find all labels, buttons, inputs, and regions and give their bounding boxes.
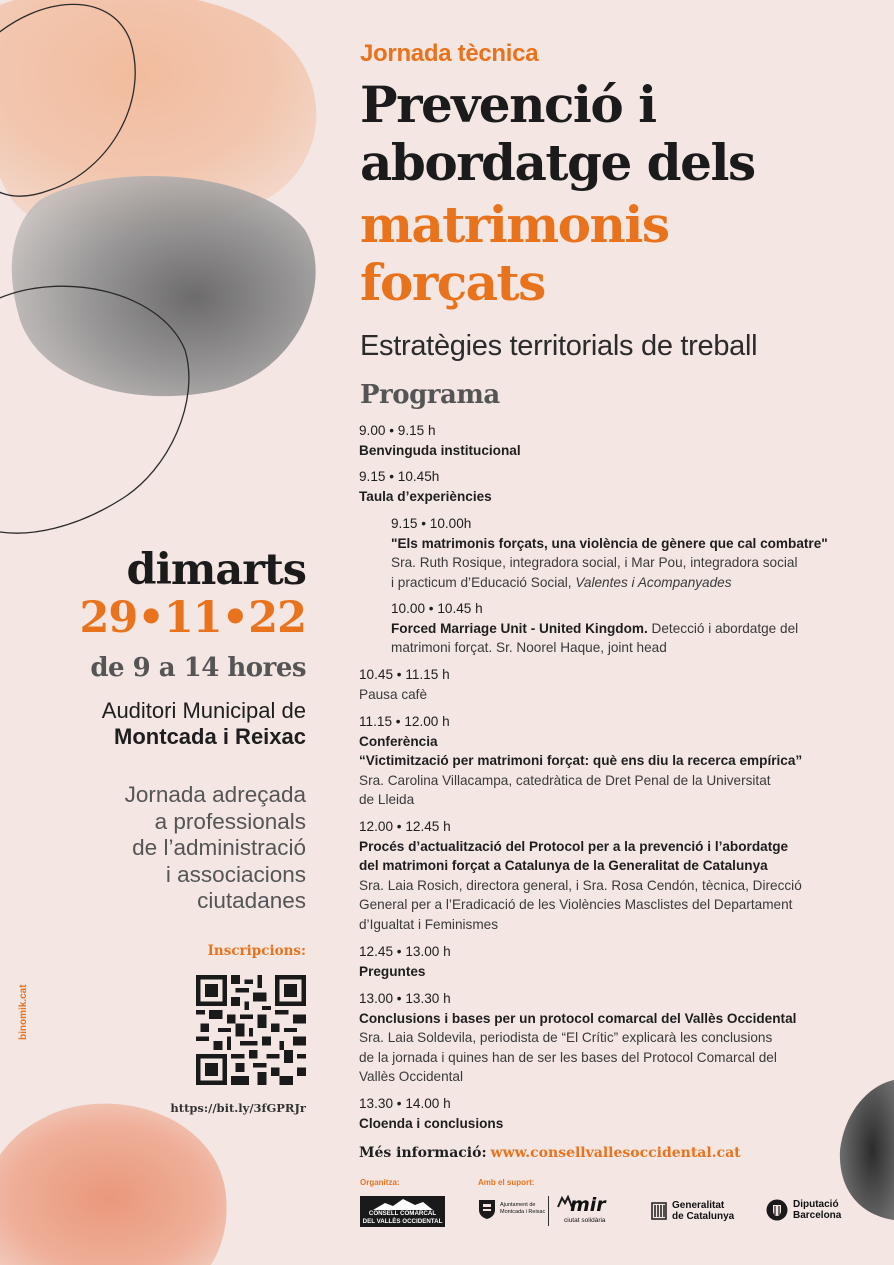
- program-time: 12.45 • 13.00 h: [359, 944, 451, 959]
- program-desc: d’Igualtat i Feminismes: [359, 916, 499, 932]
- more-info: [359, 1144, 741, 1161]
- venue-line-1: Auditori Municipal de: [101, 698, 306, 723]
- venue-line-2: Montcada i Reixac: [114, 724, 306, 749]
- more-info-link[interactable]: www.consellvallesoccidental.cat: [490, 1145, 741, 1161]
- program-desc: Vallès Occidental: [359, 1069, 464, 1084]
- event-day: dimarts: [126, 545, 306, 595]
- audience: Jornada adreçada a professionals de l’administració i associacions ciutadanes: [124, 782, 306, 913]
- program-item: [391, 599, 851, 658]
- title-line-1: Prevenció i: [360, 75, 656, 134]
- senyera-icon: [651, 1202, 667, 1220]
- program-desc: matrimoni forçat. Sr. Noorel Haque, joint head: [391, 640, 667, 655]
- program-title: Conferència: [359, 733, 438, 749]
- event-hours: de 9 a 14 hores: [90, 653, 306, 683]
- program-time: 11.15 • 12.00 h: [359, 714, 450, 729]
- program-time: 9.00 • 9.15 h: [359, 423, 436, 438]
- credit: binomik.cat: [18, 984, 29, 1040]
- program-desc: Sra. Laia Rosich, directora general, i Sra. Rosa Cendón, tècnica, Direcció: [359, 877, 802, 893]
- more-info-label: Més informació:: [359, 1145, 487, 1161]
- title-line-2: abordatge dels: [360, 133, 755, 192]
- eyebrow: Jornada tècnica: [360, 40, 539, 67]
- program-title: “Victimització per matrimoni forçat: què ens diu la recerca empírica”: [359, 753, 803, 768]
- program-item: [359, 942, 849, 981]
- program-title: Conclusions i bases per un protocol comarcal del Vallès Occidental: [359, 1010, 797, 1026]
- shield-icon: [478, 1198, 496, 1220]
- program-desc: de Lleida: [359, 792, 415, 807]
- program-item: [359, 712, 849, 810]
- suport-label: Amb el suport:: [478, 1178, 535, 1187]
- program-title: del matrimoni forçat a Catalunya de la Generalitat de Catalunya: [359, 858, 768, 873]
- title-line-4: forçats: [360, 253, 545, 312]
- diputacio-emblem-icon: [766, 1199, 788, 1221]
- generalitat-logo: Generalitat de Catalunya: [651, 1200, 734, 1222]
- program-desc: General per a l’Eradicació de les Violències Masclistes del Departament: [359, 897, 793, 912]
- diputacio-logo: Diputació Barcelona: [766, 1199, 841, 1221]
- registration-label: Inscripcions:: [207, 943, 306, 959]
- program-item: [359, 421, 849, 460]
- program-time: 10.45 • 11.15 h: [359, 667, 450, 682]
- program-time: 13.00 • 13.30 h: [359, 991, 451, 1006]
- program-time: 10.00 • 10.45 h: [391, 601, 483, 616]
- program-title: Procés d’actualització del Protocol per a la prevenció i l’abordatge: [359, 838, 789, 854]
- program-desc: Sra. Laia Soldevila, periodista de “El Crític” explicarà les conclusions: [359, 1030, 773, 1045]
- program-item: [359, 1094, 849, 1133]
- program-title: Preguntes: [359, 963, 426, 979]
- divider: [548, 1196, 549, 1226]
- program-desc: Sra. Carolina Villacampa, catedràtica de Dret Penal de la Universitat: [359, 772, 771, 788]
- program-item: [359, 467, 849, 506]
- subtitle: Estratègies territorials de treball: [360, 330, 758, 362]
- programa-heading: Programa: [360, 380, 500, 410]
- program-item: [359, 817, 849, 934]
- ajuntament-logo: Ajuntament de Montcada i Reixac: [478, 1198, 545, 1220]
- program-time: 13.30 • 14.00 h: [359, 1096, 451, 1111]
- registration-link[interactable]: https://bit.ly/3fGPRJr: [170, 1101, 306, 1115]
- program-desc: de la jornada i quines han de ser les bases del Protocol Comarcal del: [359, 1049, 777, 1065]
- bottom-blob: [0, 1104, 227, 1265]
- program-desc: i practicum d’Educació Social, Valentes i Acompanyades: [391, 574, 732, 590]
- program-title: Benvinguda institucional: [359, 442, 521, 458]
- program-title: Forced Marriage Unit - United Kingdom. Detecció i abordatge del: [391, 620, 799, 636]
- program-time: 9.15 • 10.00h: [391, 516, 472, 531]
- program-desc: Pausa cafè: [359, 686, 428, 702]
- organitza-label: Organitza:: [360, 1178, 400, 1187]
- program-item: [391, 514, 851, 592]
- program-time: 12.00 • 12.45 h: [359, 819, 451, 834]
- program-item: [359, 989, 849, 1087]
- consell-logo: CONSELL COMARCAL DEL VALLÈS OCCIDENTAL: [360, 1196, 445, 1227]
- mountain-icon: [373, 1198, 433, 1210]
- qr-code-icon[interactable]: [196, 975, 306, 1085]
- program-title: Taula d’experiències: [359, 488, 492, 504]
- program-time: 9.15 • 10.45h: [359, 469, 440, 484]
- program-item: [359, 665, 849, 704]
- program-desc: Sra. Ruth Rosique, integradora social, i Mar Pou, integradora social: [391, 555, 798, 570]
- event-date: 29•11•22: [79, 593, 306, 643]
- program-title: Cloenda i conclusions: [359, 1115, 504, 1131]
- program-title: "Els matrimonis forçats, una violència de gènere que cal combatre": [391, 535, 828, 551]
- title-line-3: matrimonis: [360, 195, 669, 254]
